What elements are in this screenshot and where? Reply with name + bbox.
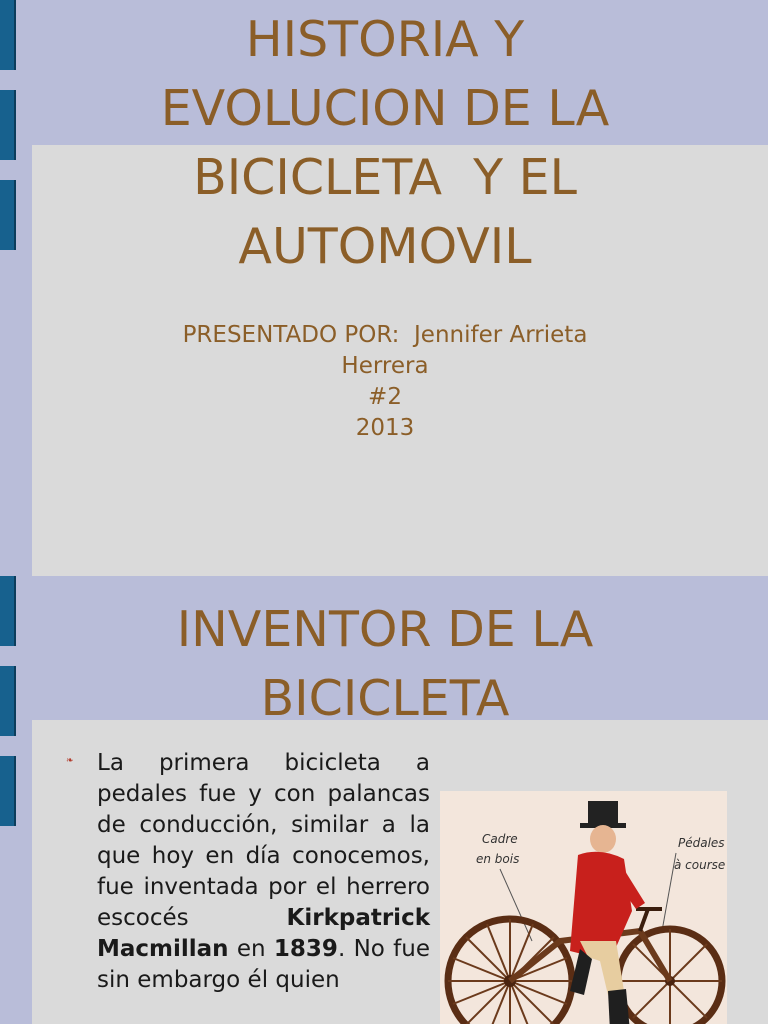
slide-title [40, 5, 730, 281]
sidebar-tab [0, 90, 16, 160]
title-line: BICICLETA [260, 670, 510, 727]
slide-title [40, 595, 730, 733]
invention-year: 1839 [273, 936, 338, 962]
ornament-bullet-icon: ❧ [66, 756, 74, 766]
sidebar-tab [0, 666, 16, 736]
title-line: HISTORIA Y [245, 11, 525, 68]
sidebar-tab [0, 180, 16, 250]
inventor-name: Kirkpatrick Macmillan [97, 905, 430, 962]
sidebar-tab [0, 756, 16, 826]
title-line: EVOLUCION DE LA [160, 80, 610, 137]
title-line: BICICLETA Y EL [193, 149, 577, 206]
presenter-number: #2 [368, 384, 402, 410]
sidebar-tab [0, 0, 16, 70]
presenter-year: 2013 [355, 415, 415, 441]
presenter-line: Herrera [341, 353, 429, 379]
draisine-rider-icon [440, 791, 727, 1024]
body-text-part: en [228, 936, 274, 962]
body-paragraph [97, 748, 430, 996]
bicycle-illustration [440, 791, 727, 1024]
sidebar-tab [0, 576, 16, 646]
title-line: AUTOMOVIL [238, 218, 532, 275]
presenter-info [40, 320, 730, 444]
body-text-part: La primera bicicleta a pedales fue y con palancas de conducción, similar a la que hoy en día conocemos, fue inventada por el herrero escocés [97, 750, 430, 931]
body-text-part: . No fue sin embargo él quien [97, 936, 430, 993]
image-label: à course [674, 858, 726, 872]
slide-2 [0, 576, 768, 1024]
title-line: INVENTOR DE LA [176, 601, 594, 658]
presenter-line: PRESENTADO POR: Jennifer Arrieta [182, 322, 588, 348]
image-label: Pédales [678, 836, 725, 850]
image-label: en bois [476, 852, 520, 866]
left-sidebar [0, 0, 32, 576]
image-label: Cadre [482, 832, 518, 846]
